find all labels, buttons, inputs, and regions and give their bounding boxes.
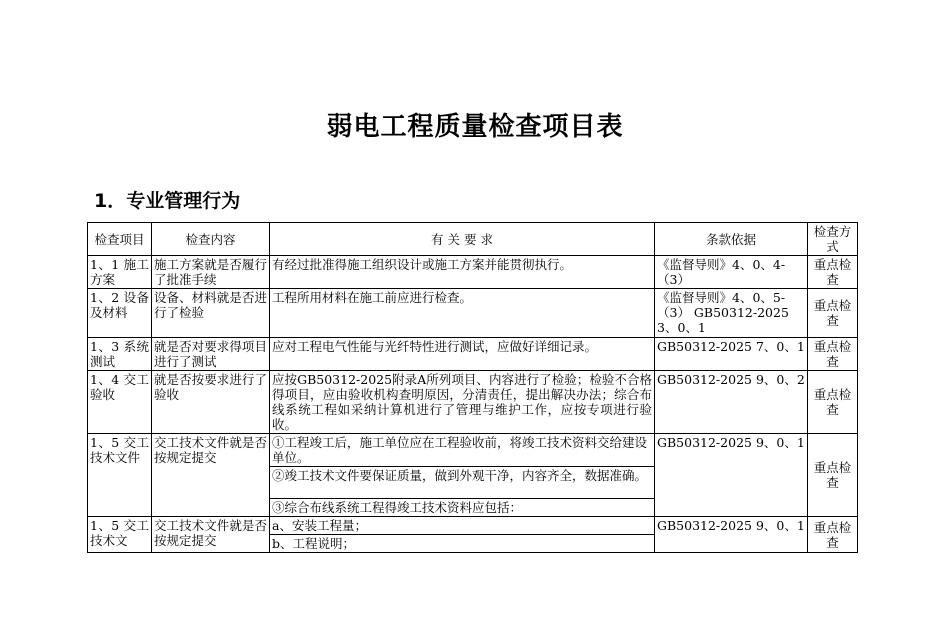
- table-header-row: [88, 223, 858, 256]
- cell-basis: GB50312-2025 7、0、1: [655, 338, 808, 371]
- table-row: [88, 434, 858, 467]
- header-method: 检查方式: [808, 223, 858, 256]
- table-row: [88, 256, 858, 289]
- header-content: 检查内容: [152, 223, 270, 256]
- section-heading: 1．专业管理行为: [94, 190, 241, 212]
- cell-requirement: b、工程说明；: [270, 535, 655, 553]
- cell-method: 重点检查: [808, 338, 858, 371]
- header-requirement: 有 关 要 求: [270, 223, 655, 256]
- cell-content: 就是否对要求得项目进行了测试: [152, 338, 270, 371]
- cell-item: 1、3 系统测试: [88, 338, 152, 371]
- cell-content: 设备、材料就是否进行了检验: [152, 289, 270, 338]
- cell-method: 重点检查: [808, 517, 858, 553]
- cell-basis: GB50312-2025 9、0、1: [655, 434, 808, 517]
- cell-item: 1、1 施工方案: [88, 256, 152, 289]
- header-basis: 条款依据: [655, 223, 808, 256]
- cell-requirement: ②竣工技术文件要保证质量，做到外观干净，内容齐全，数据准确。: [270, 467, 655, 499]
- cell-method: 重点检查: [808, 289, 858, 338]
- header-item: 检查项目: [88, 223, 152, 256]
- cell-requirement: ①工程竣工后，施工单位应在工程验收前，将竣工技术资料交给建设单位。: [270, 434, 655, 467]
- cell-requirement: 应对工程电气性能与光纤特性进行测试，应做好详细记录。: [270, 338, 655, 371]
- cell-requirement: ③综合布线系统工程得竣工技术资料应包括：: [270, 499, 655, 517]
- cell-item: 1、5 交工技术文件: [88, 434, 152, 517]
- table-row: [88, 338, 858, 371]
- cell-requirement: 有经过批准得施工组织设计或施工方案并能贯彻执行。: [270, 256, 655, 289]
- cell-requirement: 工程所用材料在施工前应进行检查。: [270, 289, 655, 338]
- inspection-table: [87, 222, 858, 553]
- cell-requirement: a、安装工程量；: [270, 517, 655, 535]
- cell-method: 重点检查: [808, 256, 858, 289]
- cell-content: 交工技术文件就是否按规定提交: [152, 517, 270, 553]
- cell-basis: 《监督导则》4、0、4-（3）: [655, 256, 808, 289]
- cell-basis: GB50312-2025 9、0、2: [655, 371, 808, 434]
- cell-requirement: 应按GB50312-2025附录A所列项目、内容进行了检验；检验不合格得项目，应由验收机构查明原因，分清责任，提出解决办法；综合布线系统工程如采纳计算机进行了管理与维护工作，应按专项进行验收。: [270, 371, 655, 434]
- cell-item: 1、5 交工技术文: [88, 517, 152, 553]
- table-row: [88, 371, 858, 434]
- cell-item: 1、2 设备及材料: [88, 289, 152, 338]
- document-title: 弱电工程质量检查项目表: [326, 112, 624, 142]
- cell-content: 施工方案就是否履行了批准手续: [152, 256, 270, 289]
- table-row: [88, 289, 858, 338]
- cell-item: 1、4 交工验收: [88, 371, 152, 434]
- cell-method: 重点检查: [808, 371, 858, 434]
- cell-basis: GB50312-2025 9、0、1: [655, 517, 808, 553]
- cell-content: 就是否按要求进行了验收: [152, 371, 270, 434]
- table-row: [88, 517, 858, 535]
- cell-content: 交工技术文件就是否按规定提交: [152, 434, 270, 517]
- cell-basis: 《监督导则》4、0、5-（3） GB50312-2025 3、0、1: [655, 289, 808, 338]
- cell-method: 重点检查: [808, 434, 858, 517]
